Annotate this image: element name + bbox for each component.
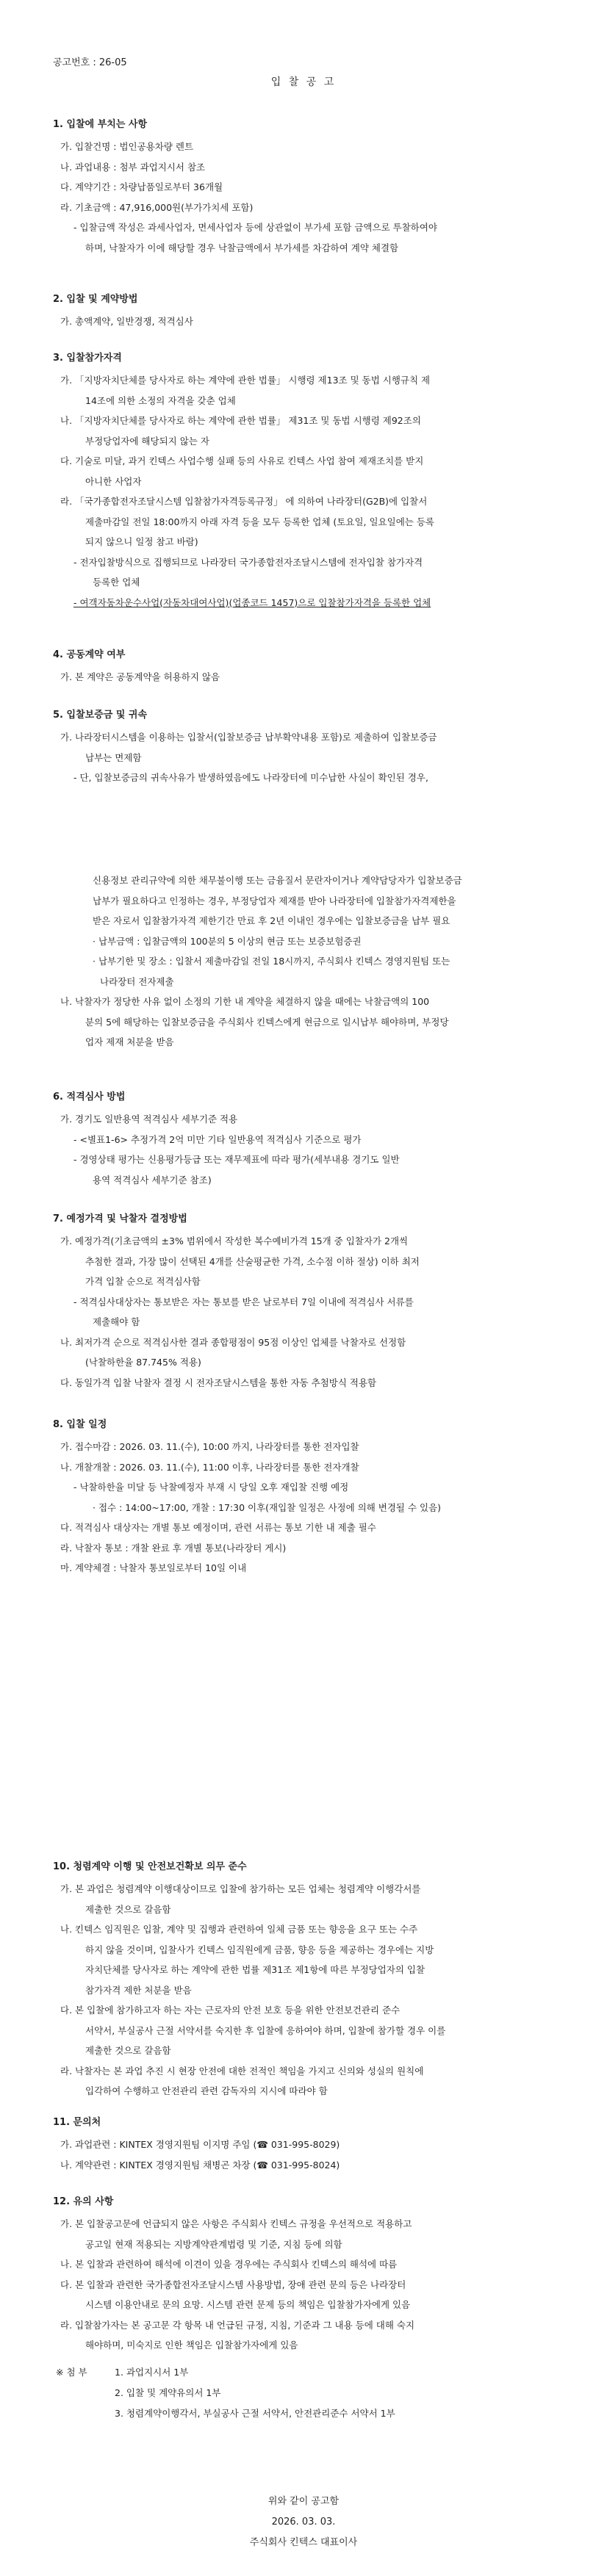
section-8	[53, 1418, 567, 1579]
section-line: 나. 개찰개찰 : 2026. 03. 11.(수), 11:00 이후, 나라장터를 통한 전자개찰	[60, 1461, 359, 1473]
section-line: 납부는 면제함	[85, 751, 142, 763]
section-7	[53, 1212, 567, 1393]
section-heading: 6. 적격심사 방법	[53, 1092, 126, 1103]
section-11	[53, 2115, 567, 2175]
section-heading: 10. 청렴계약 이행 및 안전보건확보 의무 준수	[53, 1861, 247, 1872]
section-line: 가. 경기도 일반용역 적격심사 세부기준 적용	[60, 1114, 238, 1125]
closing-text: 위와 같이 공고함	[267, 2496, 340, 2507]
section-line: 가. 본 계약은 공동계약을 허용하지 않음	[60, 671, 220, 682]
section-line: 업자 제재 처분을 받음	[85, 1036, 174, 1047]
section-line: 되지 않으니 일정 참고 바람)	[85, 536, 198, 547]
section-line: - <별표1-6> 추정가격 2억 미만 기타 일반용역 적격심사 기준으로 평가	[73, 1133, 362, 1145]
section-line: 공고일 현재 적용되는 지방계약관계법령 및 기준, 지침 등에 의함	[85, 2238, 342, 2250]
section-heading: 1. 입찰에 부치는 사항	[53, 119, 148, 130]
section-line: 다. 본 입찰에 참가하고자 하는 자는 근로자의 안전 보호 등을 위한 안전보건관리 준수	[60, 2005, 401, 2016]
section-line: 추첨한 결과, 가장 많이 선택된 4개를 산술평균한 가격, 소수점 이하 절상) 이하 최저	[85, 1255, 420, 1267]
section-line: 용역 적격심사 세부기준 참조)	[93, 1174, 212, 1186]
section-line: 라. 낙찰자는 본 과업 추진 시 현장 안전에 대한 전적인 책임을 가지고 신의와 성실의 원칙에	[60, 2065, 424, 2077]
attachment-row	[56, 2362, 395, 2383]
section-4	[53, 648, 567, 688]
section-5-continued	[53, 870, 567, 1053]
section-line: 라. 낙찰자 통보 : 개찰 완료 후 개별 통보(나라장터 게시)	[60, 1542, 287, 1554]
section-line: 아니한 사업자	[85, 475, 142, 487]
section-line: 가. 총액계약, 일반경쟁, 적격심사	[60, 316, 193, 327]
section-line: - 경영상태 평가는 신용평가등급 또는 재무제표에 따라 평가(세부내용 경기도 일반	[73, 1154, 400, 1165]
section-line: 가. 본 과업은 청렴계약 이행대상이므로 입찰에 참가하는 모든 업체는 청렴계약 이행각서를	[60, 1883, 421, 1894]
section-2	[53, 292, 567, 332]
section-line: 신용정보 관리규약에 의한 채무불이행 또는 금융질서 문란자이거나 계약담당자가 입찰보증금	[93, 875, 462, 886]
section-line: 가. 「지방자치단체를 당사자로 하는 계약에 관한 법률」 시행령 제13조 및 동법 시행규칙 제	[60, 375, 431, 386]
section-line: 가. 입찰건명 : 법인공용차량 렌트	[60, 141, 194, 152]
section-line: 가격 입찰 순으로 적격심사함	[85, 1276, 201, 1287]
section-line: 라. 기초금액 : 47,916,000원(부가가치세 포함)	[60, 201, 254, 213]
attachment-mark: ※ 첨 부	[56, 2367, 87, 2378]
section-line: 분의 5에 해당하는 입찰보증금을 주식회사 킨텍스에게 현금으로 일시납부 해야하며, 부정당	[85, 1016, 449, 1028]
section-line: 받은 자로서 입찰참가자격 제한기간 만료 후 2년 이내인 경우에는 입찰보증금을 납부 필요	[93, 915, 450, 926]
section-line: 납부가 필요하다고 인정하는 경우, 부정당업자 제재를 받아 나라장터에 입찰참가자격제한을	[93, 895, 456, 906]
section-line: 다. 본 입찰과 관련한 국가종합전자조달시스템 사용방법, 장애 관련 문의 등은 나라장터	[60, 2279, 406, 2290]
attachments	[56, 2362, 395, 2424]
section-heading: 2. 입찰 및 계약방법	[53, 294, 138, 305]
section-line: - 전자입찰방식으로 집행되므로 나라장터 국가종합전자조달시스템에 전자입찰 참가자격	[73, 556, 423, 568]
section-line: 등록한 업체	[93, 577, 140, 588]
section-6	[53, 1090, 567, 1190]
section-line: 하지 않을 것이며, 입찰사가 킨텍스 임직원에게 금품, 향응 등을 제공하는 경우에는 지방	[85, 1944, 434, 1955]
attachment-item: 2. 입찰 및 계약유의서 1부	[115, 2387, 221, 2398]
section-heading: 7. 예정가격 및 낙찰자 결정방법	[53, 1213, 187, 1224]
section-1	[53, 118, 567, 258]
section-heading: 12. 유의 사항	[53, 2196, 114, 2207]
section-line: 라. 「국가종합전자조달시스템 입찰참가자격등록규정」 에 의하여 나라장터(G2B)에 입찰서	[60, 496, 428, 507]
section-line: 나. 본 입찰과 관련하여 해석에 이견이 있을 경우에는 주식회사 킨텍스의 해석에 따름	[60, 2259, 398, 2270]
section-line: 다. 적격심사 대상자는 개별 통보 예정이며, 관련 서류는 통보 기한 내 제출 필수	[60, 1522, 376, 1533]
document-title: 입 찰 공 고	[270, 76, 337, 88]
section-line: 제출마감일 전일 18:00까지 아래 자격 등을 모두 등록한 업체 (토요일, 일요일에는 등록	[85, 516, 434, 527]
issuer-name: 주식회사 킨텍스 대표이사	[249, 2537, 358, 2548]
section-line: 나. 과업내용 : 첨부 과업지시서 참조	[60, 161, 206, 173]
section-line: - 적격심사대상자는 통보받은 자는 통보를 받은 날로부터 7일 이내에 적격심사 서류를	[73, 1296, 414, 1307]
section-line: 14조에 의한 소정의 자격을 갖춘 업체	[85, 394, 236, 406]
section-line: 나. 최저가격 순으로 적격심사한 결과 종합평점이 95점 이상인 업체를 낙찰자로 선정함	[60, 1336, 406, 1348]
section-line: 자치단체를 당사자로 하는 계약에 관한 법률 제31조 제1항에 따른 부정당업자의 입찰	[85, 1964, 425, 1975]
section-line: · 납부기한 및 장소 : 입찰서 제출마감일 전일 18시까지, 주식회사 킨텍스 경영지원팀 또는	[93, 956, 450, 967]
contact-line: 가. 과업관련 : KINTEX 경영지원팀 이지명 주임 (☎ 031-995-8029)	[60, 2139, 340, 2150]
section-line: 제출해야 함	[93, 1316, 140, 1327]
section-line: · 납부금액 : 입찰금액의 100분의 5 이상의 현금 또는 보증보험증권	[93, 935, 362, 947]
section-line: 제출한 것으로 갈음함	[85, 2045, 171, 2056]
section-heading: 3. 입찰참가자격	[53, 353, 122, 364]
section-line: 라. 입찰참가자는 본 공고문 각 항목 내 언급된 규정, 지침, 기준과 그 내용 등에 대해 숙지	[60, 2319, 415, 2331]
section-line: 나라장터 전자제출	[100, 975, 174, 987]
section-line: 해야하며, 미숙지로 인한 책임은 입찰참가자에게 있음	[85, 2339, 298, 2350]
section-line: 다. 계약기간 : 차량납품일로부터 36개월	[60, 181, 223, 192]
section-line: 참가자격 제한 처분을 받음	[85, 1984, 192, 1996]
section-3	[53, 351, 567, 613]
section-line: 서약서, 부실공사 근절 서약서를 숙지한 후 입찰에 응하여야 하며, 입찰에 참가할 경우 이를	[85, 2024, 446, 2036]
section-line: 시스템 이용안내로 문의 요망. 시스템 관련 문제 등의 책임은 입찰참가자에게 있음	[85, 2299, 411, 2310]
section-5	[53, 708, 567, 788]
section-line: 마. 계약체결 : 낙찰자 통보일로부터 10일 이내	[60, 1562, 247, 1573]
section-line: 가. 나라장터시스템을 이용하는 입찰서(입찰보증금 납부확약내용 포함)로 제출하여 입찰보증금	[60, 732, 437, 743]
section-line: 제출한 것으로 갈음함	[85, 1903, 171, 1915]
section-line: 다. 동일가격 입찰 낙찰자 결정 시 전자조달시스템을 통한 자동 추첨방식 적용함	[60, 1377, 377, 1388]
section-line: 가. 본 입찰공고문에 언급되지 않은 사항은 주식회사 킨텍스 규정을 우선적으로 적용하고	[60, 2218, 412, 2229]
notice-number: 공고번호 : 26-05	[53, 57, 127, 68]
section-line: 하며, 낙찰자가 이에 해당할 경우 낙찰금액에서 부가세를 차감하여 계약 체결함	[85, 242, 399, 253]
section-line: - 단, 입찰보증금의 귀속사유가 발생하였음에도 나라장터에 미수납한 사실이 확인된 경우,	[73, 772, 428, 783]
section-line: - 낙찰하한율 미달 등 낙찰예정자 부재 시 당일 오후 재입찰 진행 예정	[73, 1482, 349, 1493]
closing-block	[0, 2492, 607, 2553]
section-line: 가. 예정가격(기초금액의 ±3% 범위에서 작성한 복수예비가격 15개 중 입찰자가 2개씩	[60, 1235, 409, 1246]
section-line: 부정당업자에 해당되지 않는 자	[85, 435, 209, 447]
section-line: 나. 「지방자치단체를 당사자로 하는 계약에 관한 법률」 제31조 및 동법 시행령 제92조의	[60, 415, 421, 426]
section-line: 가. 접수마감 : 2026. 03. 11.(수), 10:00 까지, 나라장터를 통한 전자입찰	[60, 1441, 359, 1452]
section-line: 다. 기술로 미달, 과거 킨텍스 사업수행 실패 등의 사유로 킨텍스 사업 참여 제재조치를 받지	[60, 455, 424, 466]
attachment-item: 3. 청렴계약이행각서, 부실공사 근절 서약서, 안전관리준수 서약서 1부	[115, 2408, 395, 2419]
notice-date: 2026. 03. 03.	[271, 2517, 336, 2528]
section-line: · 접수 : 14:00~17:00, 개찰 : 17:30 이후(재입찰 일정은 사정에 의해 변경될 수 있음)	[93, 1501, 442, 1513]
attachment-item: 1. 과업지시서 1부	[115, 2367, 189, 2378]
section-10	[53, 1860, 567, 2101]
section-line: 입각하여 수행하고 안전관리 관련 감독자의 지시에 따라야 함	[85, 2085, 328, 2096]
contact-line: 나. 계약관련 : KINTEX 경영지원팀 채병곤 차장 (☎ 031-995-8024)	[60, 2159, 340, 2171]
section-line: 나. 킨텍스 임직원은 입찰, 계약 및 집행과 관련하여 일체 금품 또는 향응을 요구 또는 수주	[60, 1924, 418, 1935]
section-12	[53, 2195, 567, 2356]
section-line: 나. 낙찰자가 정당한 사유 없이 소정의 기한 내 계약을 체결하지 않을 때에는 낙찰금액의 100	[60, 996, 430, 1007]
section-line: (낙찰하한율 87.745% 적용)	[85, 1357, 201, 1368]
section-heading: 5. 입찰보증금 및 귀속	[53, 710, 148, 721]
section-heading: 8. 입찰 일정	[53, 1419, 107, 1430]
section-line-underlined: - 여객자동차운수사업(자동차대여사업)(업종코드 1457)으로 입찰참가자격을 등록한 업체	[73, 596, 431, 608]
section-heading: 4. 공동계약 여부	[53, 649, 126, 660]
section-line: - 입찰금액 작성은 과세사업자, 면세사업자 등에 상관없이 부가세 포함 금액으로 투찰하여야	[73, 222, 437, 233]
section-heading: 11. 문의처	[53, 2117, 101, 2128]
